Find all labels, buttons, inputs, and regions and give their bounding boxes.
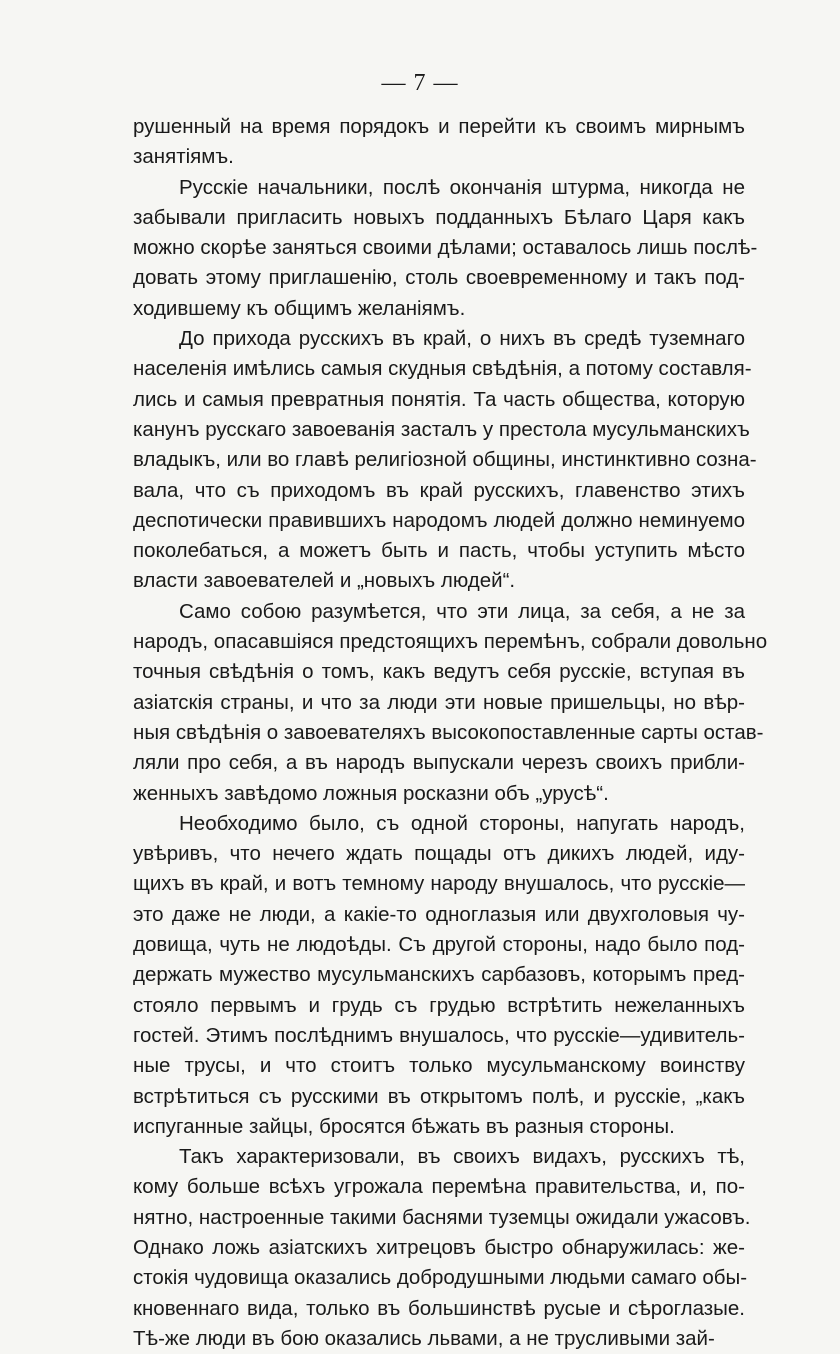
text-line: встрѣтиться съ русскими въ открытомъ полѣ, и русскіе, „какъ (133, 1084, 745, 1108)
text-line: можно скорѣе заняться своими дѣлами; оставалось лишь послѣ- (133, 236, 758, 260)
text-line: нятно, настроенные такими баснями туземцы ожидали ужасовъ. (133, 1205, 751, 1229)
text-line: забывали пригласить новыхъ подданныхъ Бѣлаго Царя какъ (133, 205, 745, 229)
text-line: Само собою разумѣется, что эти лица, за себя, а не за (179, 599, 745, 623)
text-line: довать этому приглашенію, столь своевременному и такъ под- (133, 266, 745, 290)
text-line: увѣривъ, что нечего ждать пощады отъ дикихъ людей, иду- (133, 842, 745, 866)
text-line: стояло первымъ и грудь съ грудью встрѣтить нежеланныхъ (133, 993, 745, 1017)
text-column (133, 112, 768, 1354)
text-line: кновеннаго вида, только въ большинствѣ русые и сѣроглазые. (133, 1296, 745, 1320)
text-line: поколебаться, а можетъ быть и пасть, чтобы уступить мѣсто (133, 539, 745, 563)
text-line: довища, чуть не людоѣды. Съ другой стороны, надо было под- (133, 933, 745, 957)
paragraph (133, 324, 757, 597)
text-line: это даже не люди, а какіе-то одноглазыя или двухголовыя чу- (133, 902, 745, 926)
text-line: испуганные зайцы, бросятся бѣжать въ разныя стороны. (133, 1114, 675, 1138)
text-line: ляли про себя, а въ народъ выпускали черезъ своихъ прибли- (133, 751, 745, 775)
text-line: Тѣ-же люди въ бою оказались львами, а не трусливыми зай- (133, 1326, 715, 1350)
text-line: деспотически правившихъ народомъ людей должно неминуемо (133, 508, 745, 532)
text-line: точныя свѣдѣнія о томъ, какъ ведутъ себя русскіе, вступая въ (133, 660, 745, 684)
paragraph (133, 1142, 751, 1354)
text-line: До прихода русскихъ въ край, о нихъ въ средѣ туземнаго (179, 327, 745, 351)
text-line: вала, что съ приходомъ въ край русскихъ, главенство этихъ (133, 478, 745, 502)
text-line: занятіямъ. (133, 145, 234, 169)
text-line: женныхъ завѣдомо ложныя росказни объ „урусѣ“. (133, 781, 609, 805)
text-line: Однако ложь азіатскихъ хитрецовъ быстро обнаружилась: же- (133, 1235, 745, 1259)
page-number: — 7 — (381, 70, 459, 96)
text-line: азіатскія страны, и что за люди эти новые пришельцы, но вѣр- (133, 690, 745, 714)
paragraph (133, 809, 745, 1142)
text-line: населенія имѣлись самыя скудныя свѣдѣнія, а потому составля- (133, 357, 752, 381)
text-line: стокія чудовища оказались добродушными людьми самаго обы- (133, 1266, 748, 1290)
paragraph (133, 173, 758, 324)
text-line: Необходимо было, съ одной стороны, напугать народъ, (179, 811, 745, 835)
paragraph (133, 597, 768, 809)
text-line: Русскіе начальники, послѣ окончанія штурма, никогда не (179, 175, 745, 199)
text-line: ходившему къ общимъ желаніямъ. (133, 296, 466, 320)
text-line: держать мужество мусульманскихъ сарбазовъ, которымъ пред- (133, 963, 745, 987)
text-line: кому больше всѣхъ угрожала перемѣна правительства, и, по- (133, 1175, 745, 1199)
text-line: власти завоевателей и „новыхъ людей“. (133, 569, 516, 593)
text-line: Такъ характеризовали, въ своихъ видахъ, русскихъ тѣ, (179, 1145, 745, 1169)
text-line: владыкъ, или во главѣ религіозной общины, инстинктивно созна- (133, 448, 757, 472)
text-line: щихъ въ край, и вотъ темному народу внушалось, что русскіе— (133, 872, 745, 896)
text-line: гостей. Этимъ послѣднимъ внушалось, что русскіе—удивитель- (133, 1023, 745, 1047)
text-line: ные трусы, и что стоитъ только мусульманскому воинству (133, 1054, 745, 1078)
text-line: ныя свѣдѣнія о завоевателяхъ высокопоставленные сарты остав- (133, 720, 764, 744)
text-line: народъ, опасавшіяся предстоящихъ перемѣнъ, собрали довольно (133, 630, 768, 654)
paragraph (133, 112, 745, 173)
text-line: рушенный на время порядокъ и перейти къ своимъ мирнымъ (133, 115, 745, 138)
text-line: канунъ русскаго завоеванія засталъ у престола мусульманскихъ (133, 417, 750, 441)
text-line: лись и самыя превратныя понятія. Та часть общества, которую (133, 387, 745, 411)
